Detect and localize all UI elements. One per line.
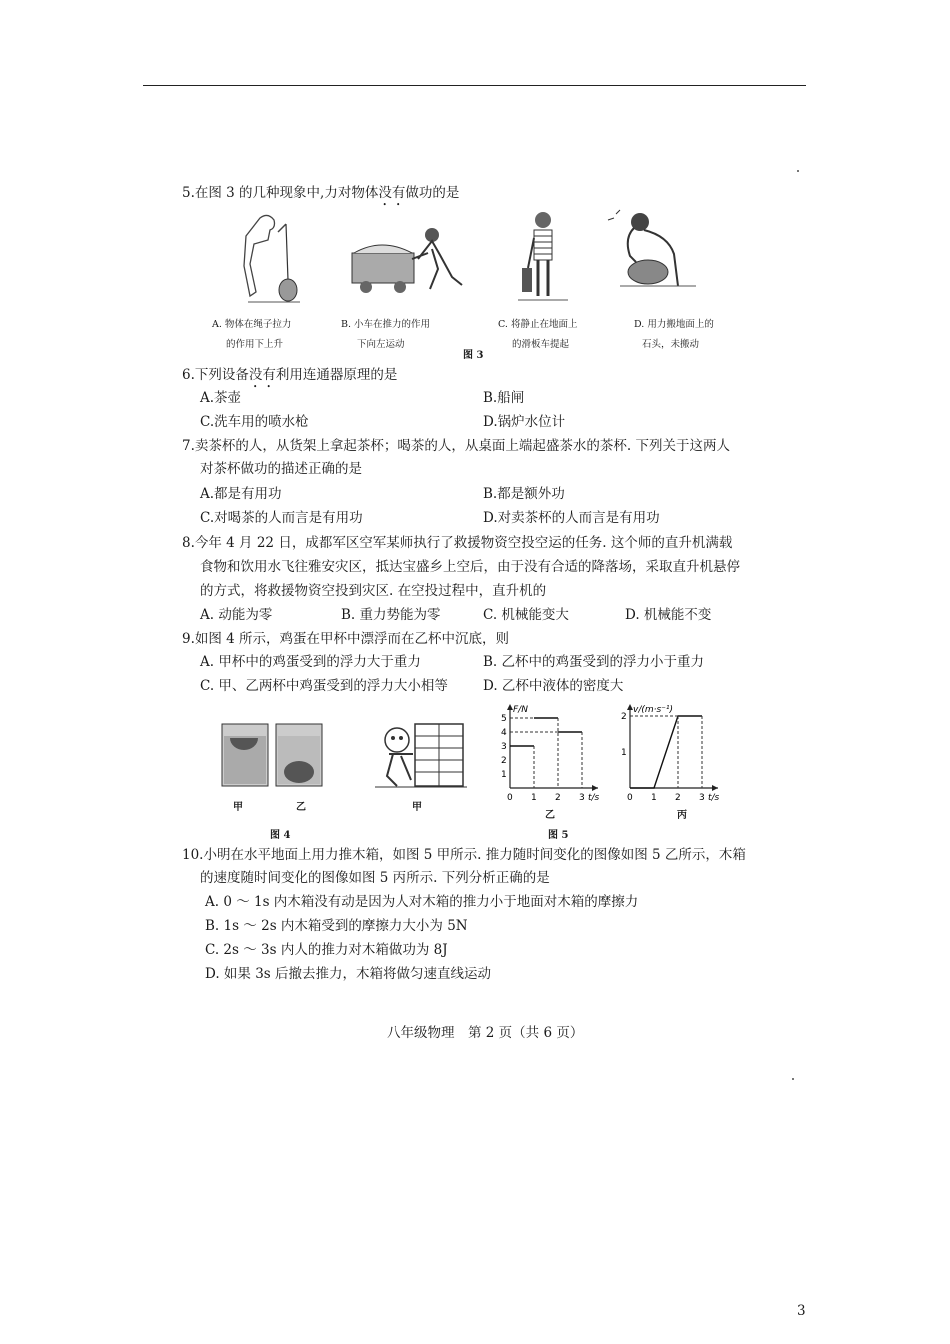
- fig3-c-illustration: [518, 208, 568, 306]
- vt-x-tick-0: 0: [627, 793, 633, 803]
- q10-option-a: A. 0 ～ 1s 内木箱没有动是因为人对木箱的推力小于地面对木箱的摩擦力: [205, 894, 639, 910]
- ft-x-axis-label: t/s: [588, 793, 600, 803]
- ft-y-tick-5: 5: [501, 714, 507, 724]
- fig3-caption-a1: A. 物体在绳子拉力: [212, 319, 292, 330]
- ft-y-tick-4: 4: [501, 728, 507, 738]
- fig5-jia-illustration: [375, 720, 467, 790]
- vt-y-axis-label: v/(m·s⁻¹): [633, 705, 674, 715]
- fig4-cups: [218, 720, 330, 790]
- fig5-label: 图 5: [548, 830, 569, 841]
- q10-option-b: B. 1s ～ 2s 内木箱受到的摩擦力大小为 5N: [205, 918, 468, 934]
- q9-stem: 9.如图 4 所示，鸡蛋在甲杯中漂浮而在乙杯中沉底，则: [182, 631, 510, 647]
- q5-stem: 5.在图 3 的几种现象中,力对物体没有做功的是: [182, 185, 460, 201]
- fig5-bing-label: 丙: [677, 810, 687, 821]
- fig3-caption-b2: 下向左运动: [357, 339, 405, 350]
- q8-option-d: D. 机械能不变: [625, 607, 712, 623]
- vt-y-tick-1: 1: [621, 748, 627, 758]
- q8-option-b: B. 重力势能为零: [341, 607, 441, 623]
- q9-option-c: C. 甲、乙两杯中鸡蛋受到的浮力大小相等: [200, 678, 448, 694]
- fig5-yi-label: 乙: [545, 810, 555, 821]
- q7-option-a: A.都是有用功: [200, 486, 282, 502]
- header-rule: [143, 85, 806, 86]
- q8-stem-line1: 8.今年 4 月 22 日，成都军区空军某师执行了救援物资空投空运的任务. 这个师的直升机满载: [182, 535, 733, 551]
- q9-option-a: A. 甲杯中的鸡蛋受到的浮力大于重力: [200, 654, 421, 670]
- q10-stem-line2: 的速度随时间变化的图像如图 5 丙所示. 下列分析正确的是: [200, 870, 550, 886]
- q6-option-a: A.茶壶: [200, 390, 242, 406]
- ft-x-tick-1: 1: [531, 793, 537, 803]
- vt-x-axis-label: t/s: [708, 793, 720, 803]
- q6-option-c: C.洗车用的喷水枪: [200, 414, 309, 430]
- q7-option-d: D.对卖茶杯的人而言是有用功: [483, 510, 660, 526]
- fig5-jia-label: 甲: [412, 802, 422, 813]
- ft-y-tick-2: 2: [501, 756, 507, 766]
- q9-option-d: D. 乙杯中液体的密度大: [483, 678, 624, 694]
- q7-option-c: C.对喝茶的人而言是有用功: [200, 510, 363, 526]
- q8-stem-line2: 食物和饮用水飞往雅安灾区，抵达宝盛乡上空后，由于没有合适的降落场，采取直升机悬停: [200, 559, 740, 575]
- ft-y-tick-3: 3: [501, 742, 507, 752]
- q6-option-b: B.船闸: [483, 390, 525, 406]
- q7-stem-line2: 对茶杯做功的描述正确的是: [200, 461, 362, 477]
- vt-x-tick-1: 1: [651, 793, 657, 803]
- q8-option-c: C. 机械能变大: [483, 607, 569, 623]
- vt-series-line: [630, 716, 702, 788]
- q10-option-d: D. 如果 3s 后撤去推力，木箱将做匀速直线运动: [205, 966, 492, 982]
- q6-option-d: D.锅炉水位计: [483, 414, 566, 430]
- q8-option-a: A. 动能为零: [200, 607, 273, 623]
- q7-option-b: B.都是额外功: [483, 486, 565, 502]
- fig3-caption-a2: 的作用下上升: [226, 339, 284, 350]
- fig5-yi-chart: [498, 700, 612, 810]
- fig4-cup-yi: 乙: [296, 802, 306, 813]
- q7-stem-line1: 7.卖茶杯的人，从货架上拿起茶杯；喝茶的人，从桌面上端起盛茶水的茶杯. 下列关于这两人: [182, 438, 730, 454]
- fig3-caption-c2: 的滑板车提起: [512, 339, 570, 350]
- q6-stem: 6.下列设备没有利用连通器原理的是: [182, 367, 398, 383]
- fig3-caption-d2: 石头，未搬动: [642, 339, 700, 350]
- q10-stem-line1: 10.小明在水平地面上用力推木箱，如图 5 甲所示. 推力随时间变化的图像如图 5 乙所示，木箱: [182, 847, 746, 863]
- page-footer: 八年级物理 第 2 页（共 6 页）: [387, 1025, 584, 1041]
- fig5-bing-chart: [618, 700, 732, 810]
- fig3-b-illustration: [348, 225, 478, 295]
- fig3-caption-d1: D. 用力搬地面上的: [634, 319, 714, 330]
- fig4-cup-jia: 甲: [233, 802, 243, 813]
- fig3-d-illustration: [600, 208, 700, 298]
- vt-x-arrow: [712, 785, 718, 791]
- vt-x-tick-3: 3: [699, 793, 705, 803]
- ft-x-arrow: [592, 785, 598, 791]
- ft-x-tick-0: 0: [507, 793, 513, 803]
- ft-y-axis-label: F/N: [513, 705, 528, 715]
- fig3-a-illustration: [238, 210, 308, 310]
- fig3-caption-b1: B. 小车在推力的作用: [341, 319, 431, 330]
- page-number: 3: [797, 1303, 806, 1319]
- q8-stem-line3: 的方式，将救援物资空投到灾区. 在空投过程中，直升机的: [200, 583, 547, 599]
- q9-option-b: B. 乙杯中的鸡蛋受到的浮力小于重力: [483, 654, 705, 670]
- vt-y-tick-2: 2: [621, 712, 627, 722]
- ft-x-tick-3: 3: [579, 793, 585, 803]
- ft-x-tick-2: 2: [555, 793, 561, 803]
- fig4-label: 图 4: [270, 830, 291, 841]
- fig3-label: 图 3: [463, 350, 484, 361]
- q10-option-c: C. 2s ～ 3s 内人的推力对木箱做功为 8J: [205, 942, 448, 958]
- vt-x-tick-2: 2: [675, 793, 681, 803]
- ft-y-tick-1: 1: [501, 770, 507, 780]
- fig3-caption-c1: C. 将静止在地面上: [498, 319, 578, 330]
